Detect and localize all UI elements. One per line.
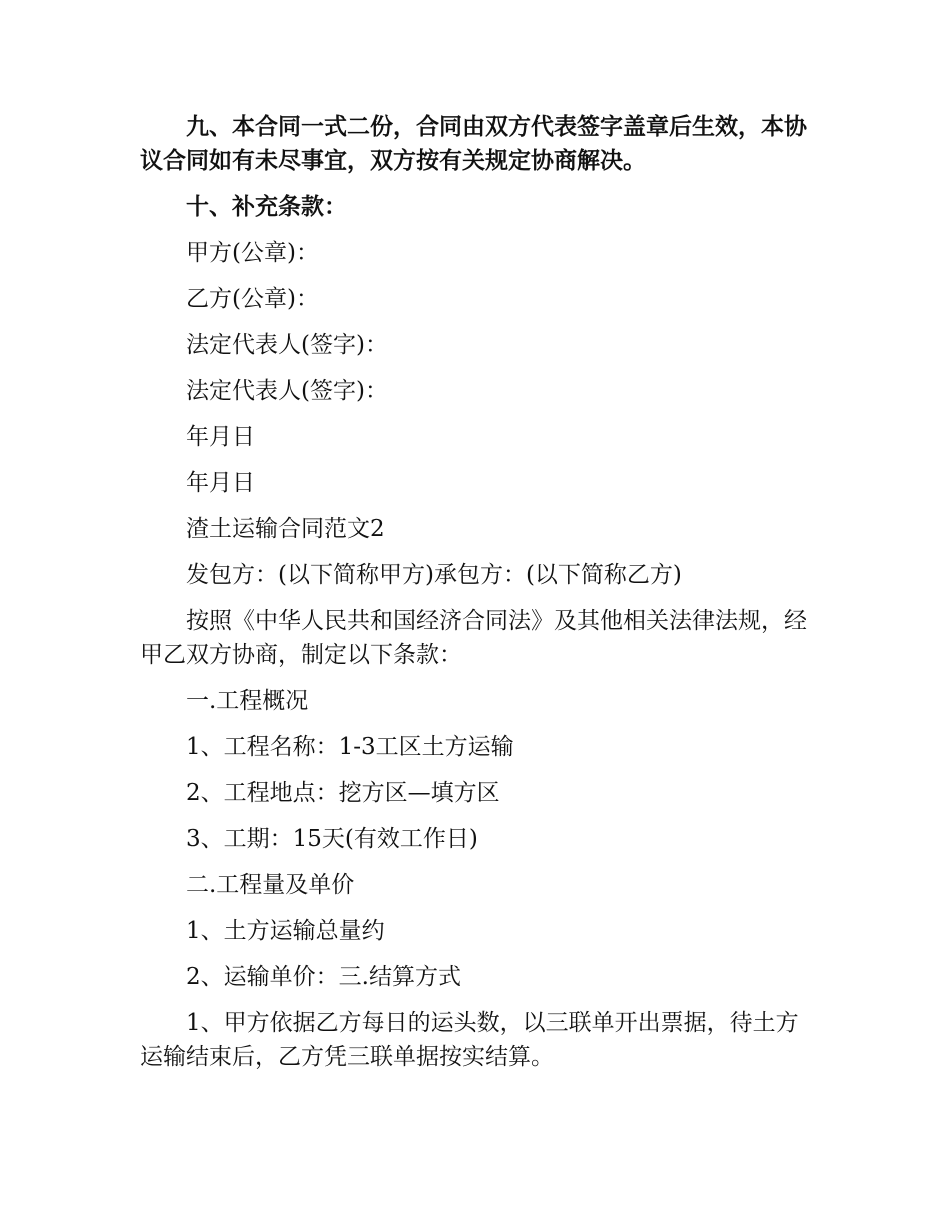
party-b-representative-line: 法定代表人(签字)：	[186, 378, 388, 404]
party-b-date-line: 年月日	[186, 470, 255, 496]
project-location-line: 2、工程地点：挖方区—填方区	[186, 780, 500, 806]
party-a-seal-line: 甲方(公章)：	[186, 240, 319, 266]
section-1-heading: 一.工程概况	[186, 688, 309, 714]
party-a-representative-line: 法定代表人(签字)：	[186, 332, 388, 358]
unit-price-line: 2、运输单价：三.结算方式	[186, 964, 461, 990]
contract-title-2: 渣土运输合同范文2	[186, 516, 385, 542]
document-body	[140, 110, 810, 1086]
preamble-paragraph: 按照《中华人民共和国经济合同法》及其他相关法律法规，经甲乙双方协商，制定以下条款：	[140, 608, 807, 668]
settlement-paragraph: 1、甲方依据乙方每日的运头数，以三联单开出票据，待土方运输结束后，乙方凭三联单据按实结算。	[140, 1010, 799, 1070]
paragraph-clause-9: 九、本合同一式二份，合同由双方代表签字盖章后生效，本协议合同如有未尽事宜，双方按有关规定协商解决。	[140, 113, 807, 174]
total-volume-line: 1、土方运输总量约	[186, 918, 385, 944]
project-name-line: 1、工程名称：1-3工区土方运输	[186, 734, 514, 760]
paragraph-clause-10: 十、补充条款：	[186, 193, 347, 220]
party-a-date-line: 年月日	[186, 424, 255, 450]
project-duration-line: 3、工期：15天(有效工作日)	[186, 826, 478, 852]
parties-line: 发包方：(以下简称甲方)承包方：(以下简称乙方)	[186, 562, 682, 588]
section-2-heading: 二.工程量及单价	[186, 872, 355, 898]
party-b-seal-line: 乙方(公章)：	[186, 286, 319, 312]
